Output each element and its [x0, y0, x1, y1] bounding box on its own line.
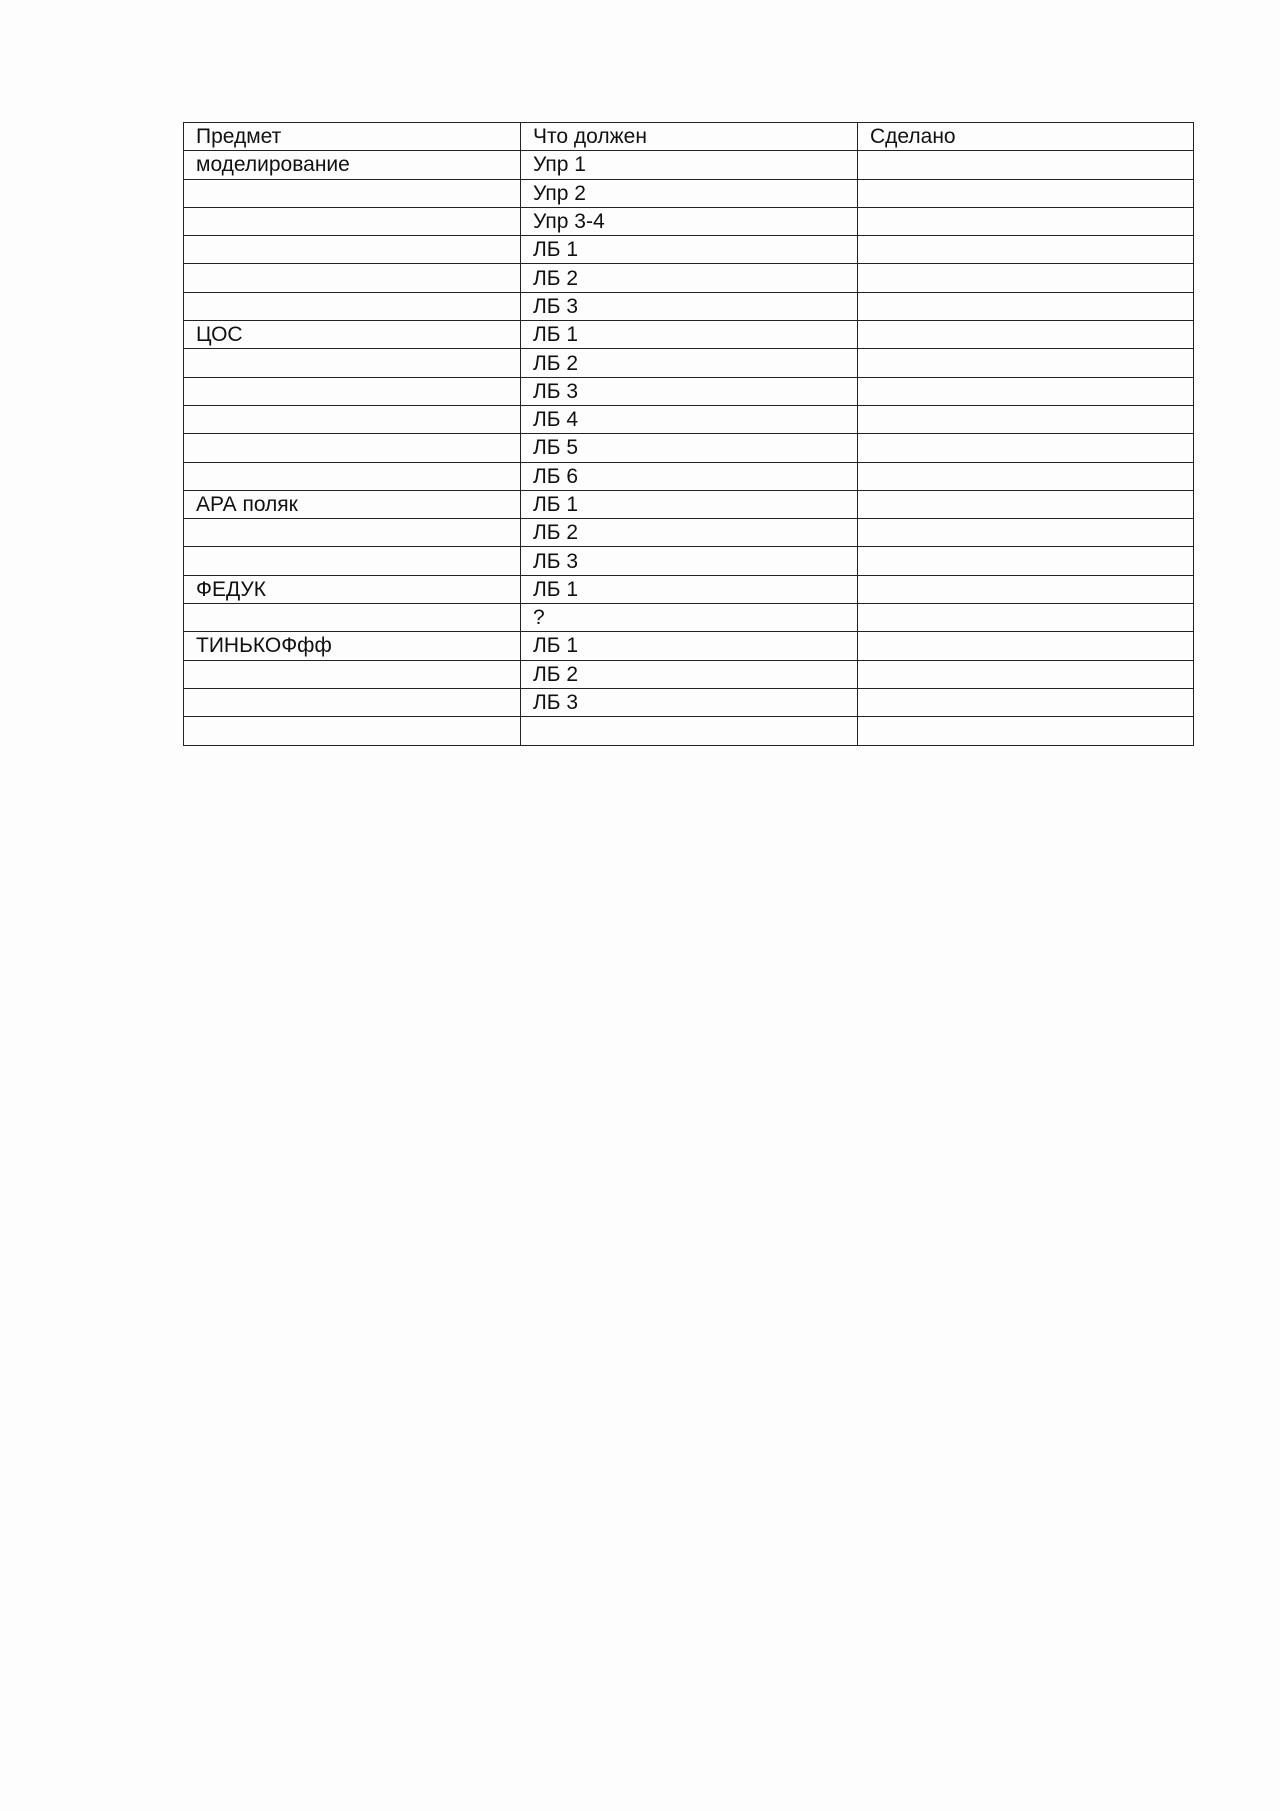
table-row	[184, 604, 1194, 632]
todo-cell: ЛБ 3	[521, 547, 858, 575]
done-cell	[858, 660, 1194, 688]
header-cell-subject: Предмет	[184, 123, 521, 151]
todo-cell: ЛБ 1	[521, 575, 858, 603]
subject-cell	[184, 604, 521, 632]
done-cell	[858, 236, 1194, 264]
table-row	[184, 292, 1194, 320]
done-cell	[858, 717, 1194, 745]
subject-cell: ТИНЬКОФфф	[184, 632, 521, 660]
subject-cell	[184, 377, 521, 405]
done-cell	[858, 688, 1194, 716]
done-cell	[858, 547, 1194, 575]
subject-cell	[184, 434, 521, 462]
table-row	[184, 462, 1194, 490]
todo-cell: ЛБ 5	[521, 434, 858, 462]
todo-cell: ЛБ 2	[521, 660, 858, 688]
table-row	[184, 321, 1194, 349]
done-cell	[858, 349, 1194, 377]
done-cell	[858, 321, 1194, 349]
table-body	[184, 123, 1194, 746]
todo-cell: Упр 2	[521, 179, 858, 207]
subject-cell: ФЕДУК	[184, 575, 521, 603]
done-cell	[858, 604, 1194, 632]
todo-cell: ЛБ 1	[521, 236, 858, 264]
subject-cell: ЦОС	[184, 321, 521, 349]
table-row	[184, 490, 1194, 518]
done-cell	[858, 575, 1194, 603]
table-header-row	[184, 123, 1194, 151]
table-row	[184, 717, 1194, 745]
done-cell	[858, 405, 1194, 433]
todo-cell: ЛБ 6	[521, 462, 858, 490]
table-row	[184, 179, 1194, 207]
table-row	[184, 632, 1194, 660]
todo-cell: ?	[521, 604, 858, 632]
table-row	[184, 349, 1194, 377]
subject-cell	[184, 264, 521, 292]
todo-cell: Упр 3-4	[521, 207, 858, 235]
done-cell	[858, 151, 1194, 179]
done-cell	[858, 462, 1194, 490]
subject-cell	[184, 405, 521, 433]
table-row	[184, 377, 1194, 405]
done-cell	[858, 434, 1194, 462]
table-row	[184, 519, 1194, 547]
todo-cell: ЛБ 3	[521, 377, 858, 405]
done-cell	[858, 519, 1194, 547]
table-row	[184, 547, 1194, 575]
subject-cell	[184, 179, 521, 207]
subject-cell	[184, 462, 521, 490]
todo-cell: ЛБ 2	[521, 264, 858, 292]
subject-cell	[184, 547, 521, 575]
todo-cell: ЛБ 2	[521, 349, 858, 377]
subject-cell	[184, 349, 521, 377]
subject-cell	[184, 207, 521, 235]
table-row	[184, 151, 1194, 179]
todo-cell: ЛБ 1	[521, 490, 858, 518]
todo-cell: ЛБ 3	[521, 292, 858, 320]
subject-cell	[184, 660, 521, 688]
subject-cell	[184, 236, 521, 264]
todo-cell: ЛБ 2	[521, 519, 858, 547]
subject-cell	[184, 519, 521, 547]
todo-cell: ЛБ 1	[521, 321, 858, 349]
table-row	[184, 405, 1194, 433]
table-row	[184, 575, 1194, 603]
subject-cell	[184, 717, 521, 745]
done-cell	[858, 207, 1194, 235]
done-cell	[858, 292, 1194, 320]
done-cell	[858, 264, 1194, 292]
table-row	[184, 688, 1194, 716]
header-cell-done: Сделано	[858, 123, 1194, 151]
table-row	[184, 660, 1194, 688]
header-cell-todo: Что должен	[521, 123, 858, 151]
table-row	[184, 207, 1194, 235]
subject-cell: АРА поляк	[184, 490, 521, 518]
done-cell	[858, 632, 1194, 660]
todo-cell: ЛБ 4	[521, 405, 858, 433]
subject-cell	[184, 688, 521, 716]
table-row	[184, 236, 1194, 264]
table-row	[184, 434, 1194, 462]
assignments-table	[183, 122, 1194, 746]
todo-cell	[521, 717, 858, 745]
done-cell	[858, 377, 1194, 405]
done-cell	[858, 179, 1194, 207]
todo-cell: ЛБ 1	[521, 632, 858, 660]
done-cell	[858, 490, 1194, 518]
todo-cell: Упр 1	[521, 151, 858, 179]
todo-cell: ЛБ 3	[521, 688, 858, 716]
subject-cell: моделирование	[184, 151, 521, 179]
table-row	[184, 264, 1194, 292]
subject-cell	[184, 292, 521, 320]
